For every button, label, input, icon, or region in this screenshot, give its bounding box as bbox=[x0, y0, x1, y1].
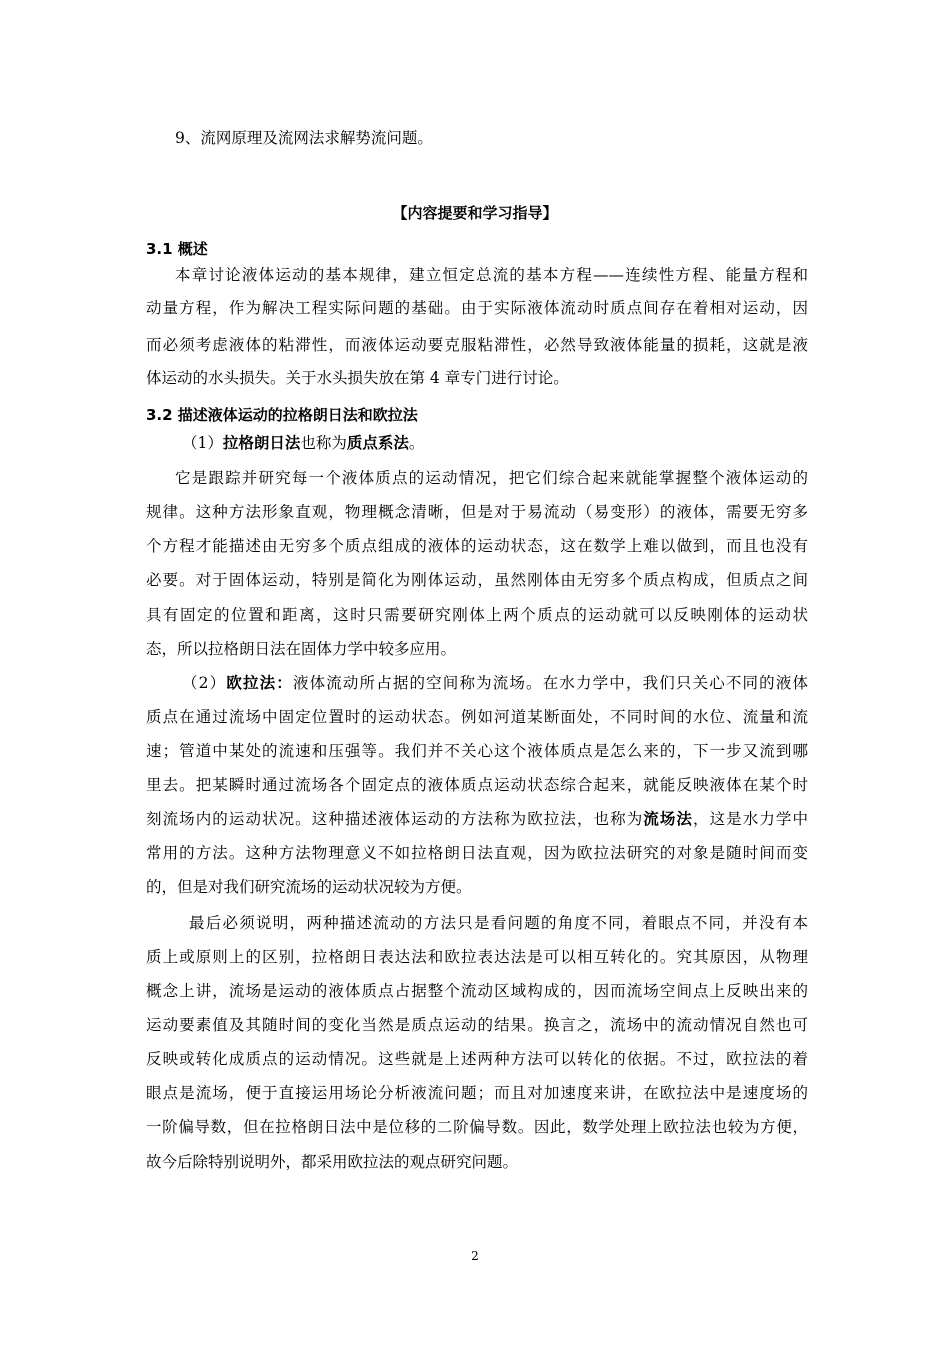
term-euler: 欧拉法： bbox=[226, 673, 293, 692]
paragraph-line: 体运动的水头损失。关于水头损失放在第 4 章专门进行讨论。 bbox=[146, 369, 569, 387]
paragraph-line: 个方程才能描述由无穷多个质点组成的液体的运动状态，这在数学上难以做到，而且也没有 bbox=[146, 537, 808, 555]
paragraph-line: 动量方程，作为解决工程实际问题的基础。由于实际液体流动时质点间存在着相对运动，因 bbox=[146, 299, 808, 317]
paragraph-line: 概念上讲，流场是运动的液体质点占据整个流动区域构成的，因而流场空间点上反映出来的 bbox=[146, 982, 808, 1000]
inline-text: 刻流场内的运动状况。这种描述液体运动的方法称为欧拉法，也称为 bbox=[146, 810, 644, 828]
paragraph-line: 最后必须说明，两种描述流动的方法只是看问题的角度不同，着眼点不同，并没有本 bbox=[189, 914, 808, 932]
term-flow-field-method: 流场法 bbox=[643, 809, 694, 828]
paragraph-line bbox=[146, 809, 808, 829]
paragraph-line: 速；管道中某处的流速和压强等。我们并不关心这个液体质点是怎么来的，下一步又流到哪 bbox=[146, 742, 808, 760]
paragraph-line: 反映或转化成质点的运动情况。这些就是上述两种方法可以转化的依据。不过，欧拉法的着 bbox=[146, 1050, 808, 1068]
paragraph-line: 而必须考虑液体的粘滞性，而液体运动要克服粘滞性，必然导致液体能量的损耗，这就是液 bbox=[146, 336, 808, 354]
paragraph-line: 态，所以拉格朗日法在固体力学中较多应用。 bbox=[146, 640, 457, 658]
heading-3-2: 3.2 描述液体运动的拉格朗日法和欧拉法 bbox=[146, 406, 418, 424]
paragraph-line: 具有固定的位置和距离，这时只需要研究刚体上两个质点的运动就可以反映刚体的运动状 bbox=[146, 606, 808, 624]
paragraph-line: 一阶偏导数，但在拉格朗日法中是位移的二阶偏导数。因此，数学处理上欧拉法也较为方便， bbox=[146, 1118, 808, 1136]
paragraph-1-lead bbox=[182, 433, 844, 453]
heading-3-1: 3.1 概述 bbox=[146, 240, 208, 258]
list-item-9: 9、流网原理及流网法求解势流问题。 bbox=[175, 129, 433, 147]
paragraph-line: 的，但是对我们研究流场的运动状况较为方便。 bbox=[146, 878, 472, 896]
paragraph-line: 质点在通过流场中固定位置时的运动状态。例如河道某断面处，不同时间的水位、流量和流 bbox=[146, 708, 808, 726]
paragraph-line: 常用的方法。这种方法物理意义不如拉格朗日法直观，因为欧拉法研究的对象是随时间而变 bbox=[146, 844, 808, 862]
paragraph-line: 它是跟踪并研究每一个液体质点的运动情况，把它们综合起来就能掌握整个液体运动的 bbox=[175, 469, 808, 487]
paragraph-line: 眼点是流场，便于直接运用场论分析液流问题；而且对加速度来讲，在欧拉法中是速度场的 bbox=[146, 1084, 808, 1102]
item-number: （2） bbox=[182, 674, 227, 692]
paragraph-2-lead bbox=[182, 673, 808, 693]
inline-text: 。 bbox=[408, 434, 425, 452]
paragraph-line: 里去。把某瞬时通过流场各个固定点的液体质点运动状态综合起来，就能反映液体在某个时 bbox=[146, 776, 808, 794]
paragraph-line: 运动要素值及其随时间的变化当然是质点运动的结果。换言之，流场中的流动情况自然也可 bbox=[146, 1016, 808, 1034]
paragraph-line: 必要。对于固体运动，特别是简化为刚体运动，虽然刚体由无穷多个质点构成，但质点之间 bbox=[146, 571, 808, 589]
term-particle-system: 质点系法 bbox=[346, 433, 409, 452]
paragraph-line: 规律。这种方法形象直观，物理概念清晰，但是对于易流动（易变形）的液体，需要无穷多 bbox=[146, 503, 808, 521]
inline-text: ，这是水力学中 bbox=[693, 810, 808, 828]
item-number: （1） bbox=[182, 434, 223, 452]
paragraph-line: 质上或原则上的区别，拉格朗日表达法和欧拉表达法是可以相互转化的。究其原因，从物理 bbox=[146, 948, 808, 966]
section-title: 【内容提要和学习指导】 bbox=[392, 204, 558, 222]
paragraph-line: 故今后除特别说明外，都采用欧拉法的观点研究问题。 bbox=[146, 1153, 519, 1171]
term-lagrange: 拉格朗日法 bbox=[222, 433, 301, 452]
inline-text: 也称为 bbox=[300, 434, 347, 452]
paragraph-line: 本章讨论液体运动的基本规律，建立恒定总流的基本方程——连续性方程、能量方程和 bbox=[175, 266, 808, 284]
page-number: 2 bbox=[471, 1249, 479, 1263]
inline-text: 液体流动所占据的空间称为流场。在水力学中，我们只关心不同的液体 bbox=[292, 674, 808, 692]
